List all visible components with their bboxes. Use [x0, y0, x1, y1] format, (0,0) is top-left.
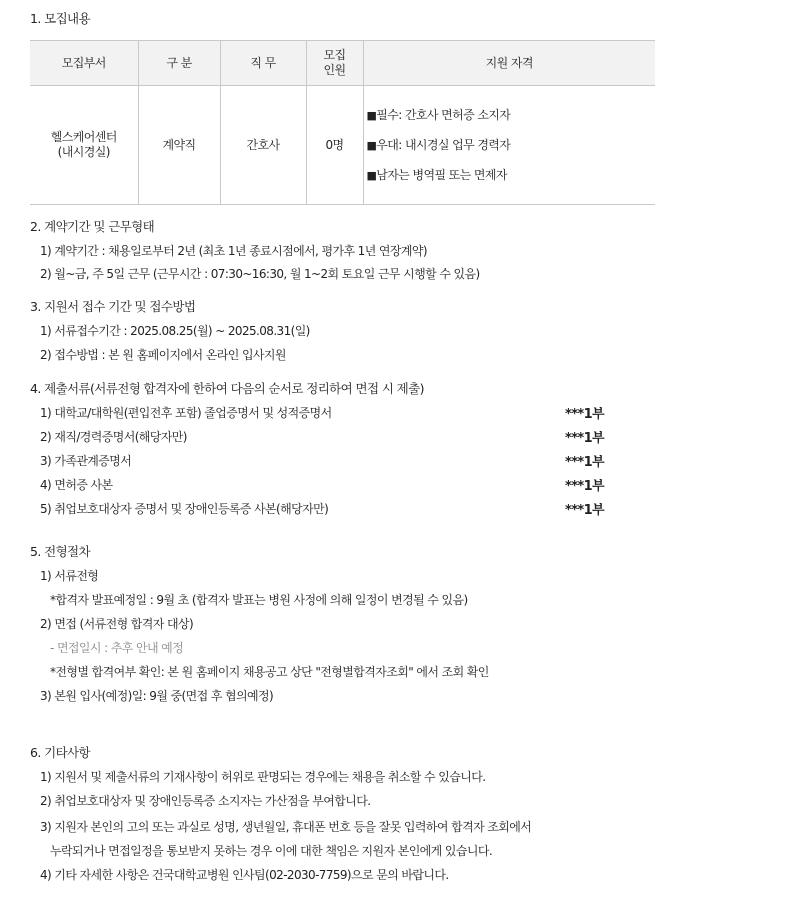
cell-count: 0명: [306, 86, 363, 205]
section-6-item: 4) 기타 자세한 사항은 건국대학교병원 인사팀(02-2030-7759)으로 문의 바랍니다.: [40, 868, 449, 882]
cell-role: 간호사: [220, 86, 306, 205]
document-item-label: 3) 가족관계증명서: [40, 454, 132, 468]
document-item-copies: ***1부: [565, 479, 604, 494]
dept-line2: (내시경실): [57, 145, 110, 159]
document-item-copies: ***1부: [565, 455, 604, 470]
recruitment-table: [30, 40, 655, 205]
section-5-title: 5. 전형절차: [30, 544, 90, 559]
process-step-3: 3) 본원 입사(예정)일: 9월 중(면접 후 협의예정): [40, 689, 274, 703]
section-3-item: 2) 접수방법 : 본 원 홈페이지에서 온라인 입사지원: [40, 348, 286, 362]
section-6-title: 6. 기타사항: [30, 745, 90, 760]
qual-item: ■필수: 간호사 면허증 소지자: [366, 108, 511, 122]
header-count-line2: 인원: [323, 63, 346, 77]
section-6-item: 3) 지원자 본인의 고의 또는 과실로 성명, 생년월일, 휴대폰 번호 등을 잘못 입력하여 합격자 조회에서: [40, 820, 532, 834]
table-header-row: [30, 41, 655, 86]
header-count: [306, 41, 363, 86]
qual-item: ■우대: 내시경실 업무 경력자: [366, 138, 511, 152]
section-2-title: 2. 계약기간 및 근무형태: [30, 219, 155, 234]
document-item-label: 1) 대학교/대학원(편입전후 포함) 졸업증명서 및 성적증명서: [40, 406, 332, 420]
header-dept: 모집부서: [30, 41, 138, 86]
table-row: [30, 86, 655, 205]
section-2-item: 2) 월~금, 주 5일 근무 (근무시간 : 07:30~16:30, 월 1~2회 토요일 근무 시행할 수 있음): [40, 267, 480, 281]
process-step-2-note: - 면접일시 : 추후 안내 예정: [50, 641, 184, 655]
section-1-title: 1. 모집내용: [30, 11, 90, 26]
document-item-copies: ***1부: [565, 431, 604, 446]
document-item-copies: ***1부: [565, 407, 604, 422]
header-role: 직 무: [220, 41, 306, 86]
section-3-item: 1) 서류접수기간 : 2025.08.25(월) ~ 2025.08.31(일): [40, 324, 310, 338]
header-count-line1: 모집: [323, 48, 346, 62]
cell-dept: [30, 86, 138, 205]
header-qual: 지원 자격: [363, 41, 655, 86]
process-step-2-note: *전형별 합격여부 확인: 본 원 홈페이지 채용공고 상단 "전형별합격자조회" 에서 조회 확인: [50, 665, 489, 679]
document-item-copies: ***1부: [565, 503, 604, 518]
header-type: 구 분: [138, 41, 220, 86]
dept-line1: 헬스케어센터: [50, 130, 117, 144]
process-step-1: 1) 서류전형: [40, 569, 99, 583]
section-4-title: 4. 제출서류(서류전형 합격자에 한하여 다음의 순서로 정리하여 면접 시 제출): [30, 381, 424, 396]
square-bullet-icon: ■: [366, 139, 377, 152]
process-step-2: 2) 면접 (서류전형 합격자 대상): [40, 617, 194, 631]
process-step-1-note: *합격자 발표예정일 : 9월 초 (합격자 발표는 병원 사정에 의해 일정이 변경될 수 있음): [50, 593, 468, 607]
section-6-item: 1) 지원서 및 제출서류의 기재사항이 허위로 판명되는 경우에는 채용을 취소할 수 있습니다.: [40, 770, 486, 784]
document-item-label: 5) 취업보호대상자 증명서 및 장애인등록증 사본(해당자만): [40, 502, 329, 516]
square-bullet-icon: ■: [366, 169, 377, 182]
section-3-title: 3. 지원서 접수 기간 및 접수방법: [30, 299, 196, 314]
section-6-item: 누락되거나 면접일정을 통보받지 못하는 경우 이에 대한 책임은 지원자 본인에게 있습니다.: [50, 844, 493, 858]
section-2-item: 1) 계약기간 : 채용일로부터 2년 (최초 1년 종료시점에서, 평가후 1년 연장계약): [40, 244, 427, 258]
cell-qualifications: [363, 86, 655, 205]
document-item-label: 2) 재직/경력증명서(해당자만): [40, 430, 187, 444]
cell-type: 계약직: [138, 86, 220, 205]
qual-item: ■남자는 병역필 또는 면제자: [366, 168, 507, 182]
document-item-label: 4) 면허증 사본: [40, 478, 113, 492]
square-bullet-icon: ■: [366, 109, 377, 122]
section-6-item: 2) 취업보호대상자 및 장애인등록증 소지자는 가산점을 부여합니다.: [40, 794, 371, 808]
